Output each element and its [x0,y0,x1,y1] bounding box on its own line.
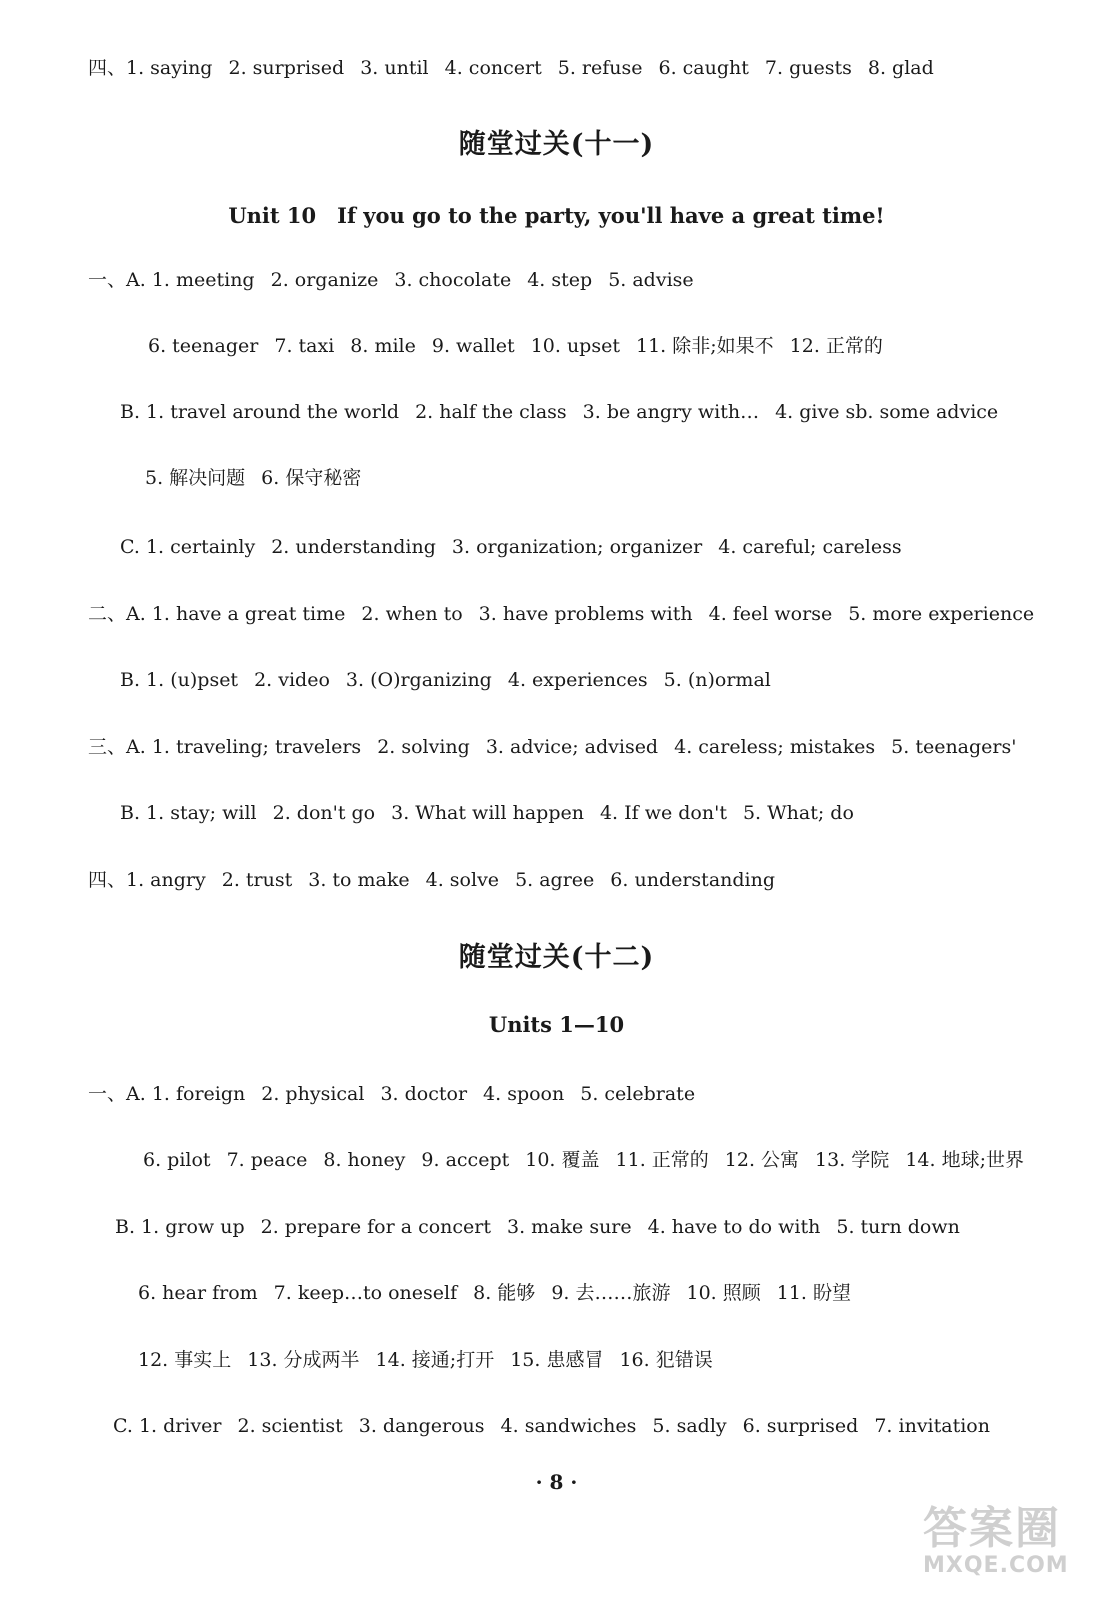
part1-C-line [120,535,918,559]
answer-item: 2. prepare for a concert [260,1216,492,1238]
answer-item: 11. 盼望 [776,1282,852,1304]
answer-item: 5. agree [515,869,595,891]
prev-section-part4 [88,56,950,80]
answer-item: 1. travel around the world [146,401,400,423]
answer-item: 2. trust [221,869,293,891]
s12-part1-A-line1 [88,1082,711,1106]
part-prefix: 二、A. [88,603,152,625]
answer-item: 4. If we don't [599,802,727,824]
watermark-main: 答案圈 [923,1503,1061,1554]
answer-item: 5. refuse [557,57,643,79]
answer-item: 2. surprised [228,57,345,79]
s12-part1-A-line2 [143,1148,1040,1172]
part-prefix: 四、 [88,57,127,79]
answer-item: 7. peace [226,1149,308,1171]
s12-part1-B-line1 [115,1215,976,1239]
part-prefix: B. [120,401,147,423]
answer-item: 3. have problems with [478,603,693,625]
answer-item: 12. 正常的 [789,335,883,357]
answer-item: 16. 犯错误 [619,1349,713,1371]
answer-item: 4. concert [444,57,542,79]
answer-item: 7. guests [764,57,852,79]
part2-B-line [120,668,787,692]
answer-item: 12. 事实上 [138,1349,232,1371]
answer-item: 3. until [360,57,429,79]
answer-item: 9. wallet [431,335,515,357]
part1-A-line1 [88,268,710,292]
unit-title: Unit 10 If you go to the party, you'll have a great time! [228,203,885,228]
answer-item: 9. 去……旅游 [551,1282,671,1304]
answer-item: 2. scientist [237,1415,343,1437]
answer-item: 1. certainly [145,536,256,558]
answer-item: 4. feel worse [708,603,833,625]
answer-item: 11. 正常的 [615,1149,709,1171]
answer-item: 3. make sure [507,1216,632,1238]
answer-item: 4. solve [425,869,500,891]
answer-item: 6. pilot [143,1149,211,1171]
answer-item: 2. when to [361,603,463,625]
answer-item: 1. angry [126,869,206,891]
answer-item: 2. physical [261,1083,365,1105]
part3-A-line [88,735,1032,759]
answer-item: 3. doctor [380,1083,468,1105]
answer-item: 1. driver [138,1415,222,1437]
answer-item: 14. 接通;打开 [375,1349,495,1371]
answer-item: 4. have to do with [647,1216,821,1238]
answer-item: 3. be angry with… [582,401,760,423]
unit-title: Units 1—10 [488,1012,625,1037]
answer-item: 1. grow up [141,1216,245,1238]
section-title: 随堂过关(十二) [458,942,655,973]
part-prefix: B. [120,802,147,824]
answer-item: 2. solving [377,736,470,758]
part-prefix: 四、 [88,869,127,891]
answer-item: 2. don't go [272,802,376,824]
answer-item: 1. (u)pset [146,669,239,691]
answer-item: 3. chocolate [394,269,512,291]
answer-item: 12. 公寓 [724,1149,800,1171]
answer-item: 1. foreign [151,1083,246,1105]
answer-item: 5. more experience [848,603,1035,625]
answer-item: 8. mile [350,335,416,357]
answer-item: 4. give sb. some advice [775,401,999,423]
answer-item: 4. careful; careless [718,536,902,558]
part3-B-line [120,801,870,825]
answer-item: 3. to make [308,869,410,891]
watermark-logo [923,1505,1083,1595]
answer-item: 5. sadly [652,1415,727,1437]
answer-item: 1. have a great time [151,603,346,625]
page-number: · 8 · [535,1470,578,1494]
part1-B-line1 [120,400,1014,424]
part2-A-line [88,602,1050,626]
answer-item: 8. 能够 [473,1282,536,1304]
answer-item: 2. half the class [415,401,567,423]
answer-item: 3. dangerous [358,1415,485,1437]
s12-part1-B-line2 [138,1281,867,1305]
answer-item: 7. invitation [874,1415,990,1437]
answer-item: 3. What will happen [391,802,584,824]
answer-item: 13. 分成两半 [247,1349,360,1371]
answer-item: 6. caught [658,57,749,79]
answer-item: 4. careless; mistakes [674,736,876,758]
answer-item: 5. What; do [742,802,854,824]
answer-item: 8. glad [867,57,934,79]
answer-item: 3. advice; advised [485,736,659,758]
answer-item: 5. teenagers' [891,736,1017,758]
answer-item: 8. honey [323,1149,406,1171]
part-prefix: 一、A. [88,269,152,291]
s12-part1-C-line [113,1414,1006,1438]
answer-item: 10. 覆盖 [525,1149,600,1171]
answer-item: 5. advise [608,269,694,291]
answer-item: 11. 除非;如果不 [635,335,774,357]
answer-item: 5. turn down [836,1216,960,1238]
answer-item: 6. understanding [610,869,776,891]
answer-item: 7. taxi [274,335,335,357]
answer-item: 2. organize [270,269,379,291]
answer-item: 5. celebrate [580,1083,696,1105]
answer-item: 2. understanding [271,536,436,558]
s12-part1-B-line3 [138,1348,729,1372]
answer-item: 14. 地球;世界 [905,1149,1024,1171]
answer-item: 5. (n)ormal [663,669,771,691]
answer-item: 10. 照顾 [686,1282,761,1304]
answer-item: 4. experiences [507,669,648,691]
answer-item: 6. 保守秘密 [261,467,362,489]
section-title: 随堂过关(十一) [458,129,655,160]
answer-item: 6. teenager [148,335,259,357]
answer-item: 1. saying [126,57,213,79]
answer-item: 6. surprised [742,1415,859,1437]
answer-item: 5. 解决问题 [145,467,246,489]
answer-item: 1. stay; will [146,802,257,824]
answer-item: 15. 患感冒 [510,1349,604,1371]
answer-item: 7. keep…to oneself [273,1282,458,1304]
answer-item: 6. hear from [138,1282,258,1304]
part-prefix: 三、A. [88,736,152,758]
answer-item: 1. meeting [151,269,255,291]
part-prefix: C. [113,1415,139,1437]
part1-A-line2 [148,334,899,358]
part-prefix: 一、A. [88,1083,152,1105]
answer-item: 10. upset [530,335,620,357]
part-prefix: C. [120,536,146,558]
part-prefix: B. [120,669,147,691]
answer-item: 13. 学院 [815,1149,890,1171]
answer-item: 9. accept [421,1149,510,1171]
answer-item: 3. organization; organizer [451,536,703,558]
part1-B-line2 [145,466,377,490]
answer-item: 4. sandwiches [500,1415,637,1437]
watermark-sub: MXQE.COM [923,1553,1069,1578]
answer-item: 4. step [527,269,593,291]
answer-item: 2. video [254,669,330,691]
answer-item: 1. traveling; travelers [151,736,362,758]
answer-item: 4. spoon [483,1083,565,1105]
part-prefix: B. [115,1216,142,1238]
part4-line [88,868,791,892]
answer-item: 3. (O)rganizing [345,669,492,691]
